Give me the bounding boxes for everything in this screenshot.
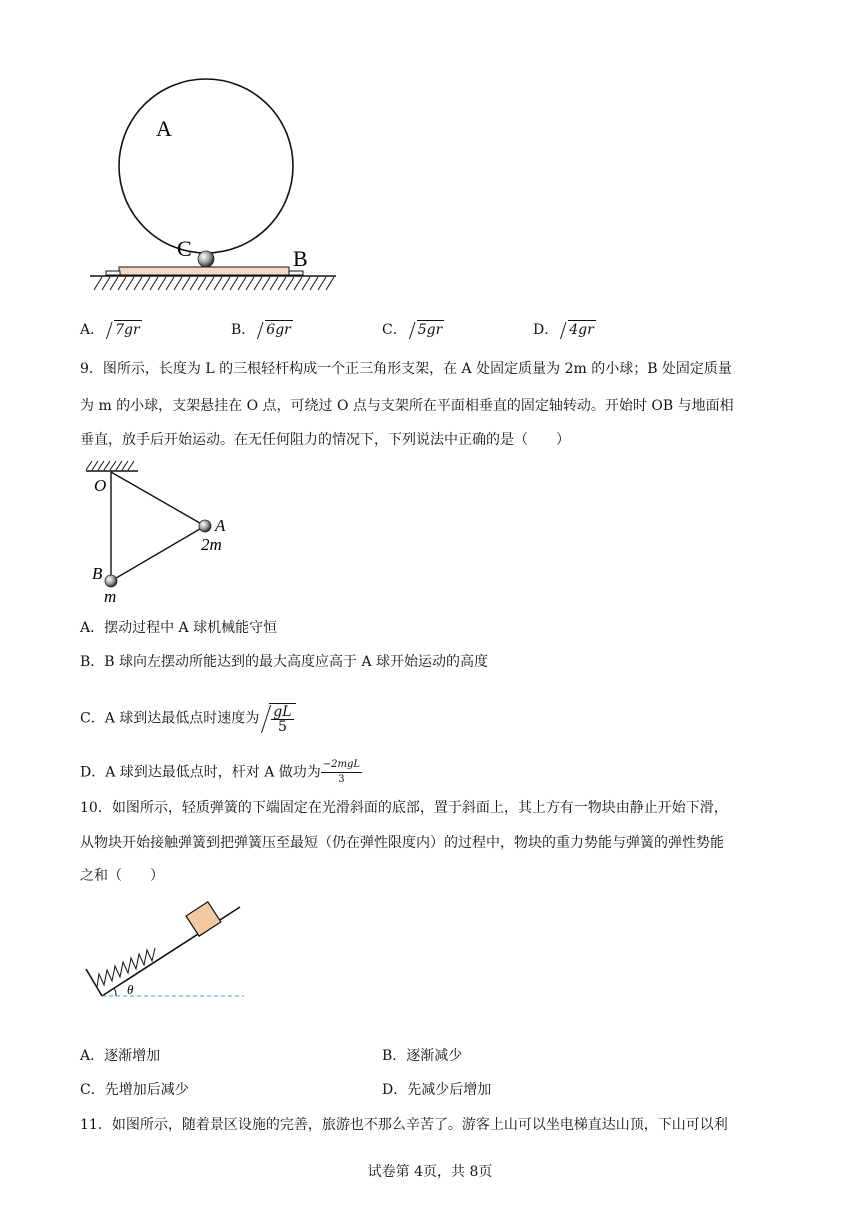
sqrt-symbol: $\frac{gL}{5}$ bbox=[261, 703, 295, 734]
ball-c bbox=[198, 251, 214, 267]
q8-option-d[interactable]: D． 4gr bbox=[533, 322, 594, 338]
q9-option-d[interactable]: D．A 球到达最低点时，杆对 A 做功为 $\frac{\text{−2mgL}}{3}$ bbox=[80, 759, 361, 785]
angle-label: θ bbox=[127, 982, 134, 997]
q8-circle-figure bbox=[86, 60, 346, 300]
q8-option-a[interactable]: A． 7gr bbox=[80, 322, 140, 338]
rod-oa bbox=[111, 472, 205, 526]
label-a-mass: 2m bbox=[201, 535, 222, 554]
base-plank bbox=[119, 267, 289, 275]
q10-incline-figure bbox=[82, 892, 252, 1008]
ball-a bbox=[199, 520, 211, 532]
page-footer: 试卷第 4页，共 8页 bbox=[367, 1164, 493, 1180]
angle-arc bbox=[114, 988, 116, 996]
circular-track bbox=[119, 79, 293, 253]
q9-stem-line-2: 为 m 的小球，支架悬挂在 O 点，可绕过 O 点与支架所在平面相垂直的固定轴转动。开始时 OB 与地面相 bbox=[80, 398, 734, 414]
q8-option-c[interactable]: C． 5gr bbox=[382, 322, 443, 338]
plank-end-left bbox=[106, 271, 120, 275]
label-c: C bbox=[177, 236, 192, 261]
q10-option-b[interactable]: B．逐渐减少 bbox=[382, 1048, 463, 1064]
q11-stem-line-1: 11．如图所示，随着景区设施的完善，旅游也不那么辛苦了。游客上山可以坐电梯直达山顶，下山可以利 bbox=[80, 1117, 728, 1133]
q9-stem-line-3: 垂直，放手后开始运动。在无任何阻力的情况下，下列说法中正确的是（ ） bbox=[80, 432, 570, 448]
rod-ab bbox=[111, 526, 205, 581]
q9-option-b[interactable]: B．B 球向左摆动所能达到的最大高度应高于 A 球开始运动的高度 bbox=[80, 654, 489, 670]
q10-option-c[interactable]: C．先增加后减少 bbox=[80, 1082, 189, 1098]
q9-stem-line-1: 9．图所示，长度为 L 的三根轻杆构成一个正三角形支架，在 A 处固定质量为 2m 的小球；B 处固定质量 bbox=[80, 361, 732, 377]
q10-option-a[interactable]: A．逐渐增加 bbox=[80, 1048, 161, 1064]
wall-stop bbox=[86, 969, 102, 996]
sqrt-symbol: 6gr bbox=[257, 320, 293, 340]
block bbox=[186, 902, 221, 936]
label-b: B bbox=[293, 246, 308, 271]
q10-option-d[interactable]: D．先减少后增加 bbox=[382, 1082, 492, 1098]
label-o: O bbox=[94, 476, 107, 495]
q10-stem-line-1: 10．如图所示，轻质弹簧的下端固定在光滑斜面的底部，置于斜面上，其上方有一物块由静止开始下滑， bbox=[80, 800, 728, 816]
q8-option-b[interactable]: B． 6gr bbox=[231, 322, 291, 338]
ceiling-hatching bbox=[86, 461, 134, 470]
sqrt-symbol: 5gr bbox=[409, 320, 445, 340]
plank-end-right bbox=[289, 271, 303, 275]
ball-b bbox=[105, 575, 117, 587]
q10-stem-line-3: 之和（ ） bbox=[80, 868, 164, 884]
label-b: B bbox=[92, 564, 103, 583]
sqrt-symbol: 4gr bbox=[560, 320, 596, 340]
sqrt-symbol: 7gr bbox=[106, 320, 142, 340]
label-a: A bbox=[156, 116, 172, 141]
q10-stem-line-2: 从物块开始接触弹簧到把弹簧压至最短（仍在弹性限度内）的过程中，物块的重力势能与弹簧的弹性势能 bbox=[80, 835, 724, 851]
label-a: A bbox=[215, 516, 226, 535]
ground-hatching bbox=[94, 277, 334, 290]
q9-triangle-figure bbox=[84, 458, 244, 608]
label-b-mass: m bbox=[104, 587, 117, 606]
fraction: $\frac{\text{−2mgL}}{3}$ bbox=[322, 759, 361, 785]
q9-option-a[interactable]: A．摆动过程中 A 球机械能守恒 bbox=[80, 620, 278, 636]
q9-option-c[interactable]: C．A 球到达最低点时速度为 $\frac{gL}{5}$ bbox=[80, 703, 296, 734]
